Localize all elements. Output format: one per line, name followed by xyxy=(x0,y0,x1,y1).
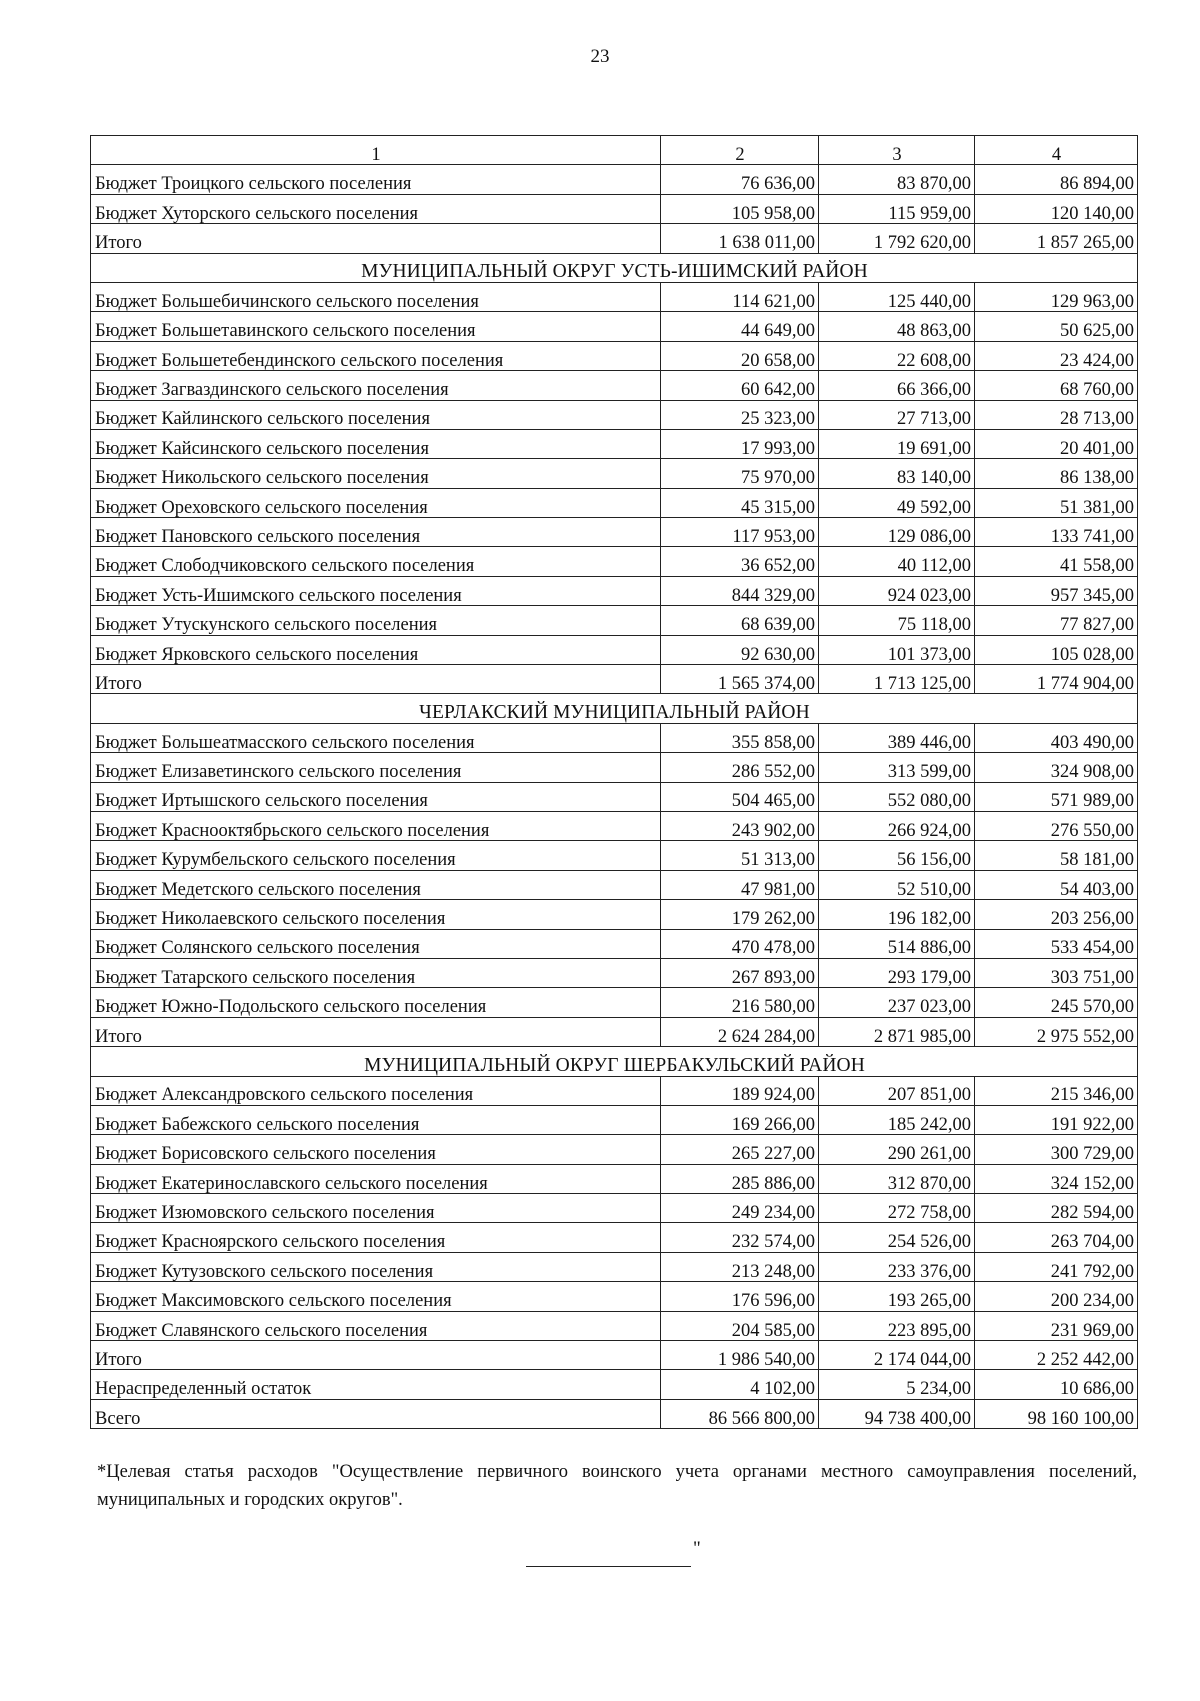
value-cell-col-2: 86 566 800,00 xyxy=(661,1399,819,1428)
value-cell-col-4: 86 894,00 xyxy=(975,165,1138,194)
value-cell-col-3: 552 080,00 xyxy=(819,782,975,811)
table-row xyxy=(91,1194,1138,1223)
value-cell-col-4: 68 760,00 xyxy=(975,371,1138,400)
value-cell-col-4: 23 424,00 xyxy=(975,341,1138,370)
table-row xyxy=(91,194,1138,223)
value-cell-col-4: 129 963,00 xyxy=(975,282,1138,311)
value-cell-col-4: 303 751,00 xyxy=(975,958,1138,987)
section-title: МУНИЦИПАЛЬНЫЙ ОКРУГ ШЕРБАКУЛЬСКИЙ РАЙОН xyxy=(91,1047,1138,1076)
table-row xyxy=(91,1282,1138,1311)
value-cell-col-2: 36 652,00 xyxy=(661,547,819,576)
value-cell-col-2: 470 478,00 xyxy=(661,929,819,958)
row-label-cell: Бюджет Южно-Подольского сельского поселения xyxy=(91,988,661,1017)
value-cell-col-4: 241 792,00 xyxy=(975,1252,1138,1281)
value-cell-col-3: 312 870,00 xyxy=(819,1164,975,1193)
subtotal-row xyxy=(91,224,1138,253)
value-cell-col-3: 94 738 400,00 xyxy=(819,1399,975,1428)
value-cell-col-2: 844 329,00 xyxy=(661,576,819,605)
value-cell-col-2: 17 993,00 xyxy=(661,429,819,458)
table-row xyxy=(91,988,1138,1017)
table-row xyxy=(91,518,1138,547)
value-cell-col-2: 25 323,00 xyxy=(661,400,819,429)
subtotal-row xyxy=(91,665,1138,694)
page-number: 23 xyxy=(590,46,610,67)
value-cell-col-2: 267 893,00 xyxy=(661,958,819,987)
table-row xyxy=(91,635,1138,664)
table-row xyxy=(91,312,1138,341)
row-label-cell: Бюджет Солянского сельского поселения xyxy=(91,929,661,958)
value-cell-col-3: 514 886,00 xyxy=(819,929,975,958)
section-header-row xyxy=(91,694,1138,723)
table-row xyxy=(91,576,1138,605)
value-cell-col-4: 28 713,00 xyxy=(975,400,1138,429)
value-cell-col-4: 133 741,00 xyxy=(975,518,1138,547)
row-label-cell: Бюджет Ярковского сельского поселения xyxy=(91,635,661,664)
value-cell-col-2: 92 630,00 xyxy=(661,635,819,664)
unallocated-remainder-row xyxy=(91,1370,1138,1399)
value-cell-col-3: 75 118,00 xyxy=(819,606,975,635)
value-cell-col-3: 125 440,00 xyxy=(819,282,975,311)
value-cell-col-2: 1 638 011,00 xyxy=(661,224,819,253)
column-header-4: 4 xyxy=(975,136,1138,165)
value-cell-col-2: 189 924,00 xyxy=(661,1076,819,1105)
value-cell-col-3: 48 863,00 xyxy=(819,312,975,341)
value-cell-col-3: 1 713 125,00 xyxy=(819,665,975,694)
value-cell-col-3: 233 376,00 xyxy=(819,1252,975,1281)
value-cell-col-3: 129 086,00 xyxy=(819,518,975,547)
value-cell-col-4: 77 827,00 xyxy=(975,606,1138,635)
table-row xyxy=(91,547,1138,576)
value-cell-col-4: 324 152,00 xyxy=(975,1164,1138,1193)
value-cell-col-2: 60 642,00 xyxy=(661,371,819,400)
value-cell-col-4: 58 181,00 xyxy=(975,841,1138,870)
value-cell-col-2: 44 649,00 xyxy=(661,312,819,341)
value-cell-col-2: 176 596,00 xyxy=(661,1282,819,1311)
row-label-cell: Итого xyxy=(91,1017,661,1046)
value-cell-col-4: 1 857 265,00 xyxy=(975,224,1138,253)
value-cell-col-4: 231 969,00 xyxy=(975,1311,1138,1340)
value-cell-col-4: 403 490,00 xyxy=(975,723,1138,752)
value-cell-col-3: 83 870,00 xyxy=(819,165,975,194)
row-label-cell: Бюджет Максимовского сельского поселения xyxy=(91,1282,661,1311)
value-cell-col-2: 45 315,00 xyxy=(661,488,819,517)
value-cell-col-4: 20 401,00 xyxy=(975,429,1138,458)
value-cell-col-4: 41 558,00 xyxy=(975,547,1138,576)
value-cell-col-2: 1 986 540,00 xyxy=(661,1341,819,1370)
value-cell-col-3: 237 023,00 xyxy=(819,988,975,1017)
table-row xyxy=(91,429,1138,458)
table-row xyxy=(91,459,1138,488)
table-row xyxy=(91,282,1138,311)
value-cell-col-2: 243 902,00 xyxy=(661,811,819,840)
column-header-2: 2 xyxy=(661,136,819,165)
value-cell-col-3: 290 261,00 xyxy=(819,1135,975,1164)
value-cell-col-2: 117 953,00 xyxy=(661,518,819,547)
value-cell-col-3: 19 691,00 xyxy=(819,429,975,458)
value-cell-col-2: 4 102,00 xyxy=(661,1370,819,1399)
value-cell-col-4: 215 346,00 xyxy=(975,1076,1138,1105)
table-row xyxy=(91,165,1138,194)
value-cell-col-3: 66 366,00 xyxy=(819,371,975,400)
value-cell-col-4: 2 975 552,00 xyxy=(975,1017,1138,1046)
table-row xyxy=(91,371,1138,400)
row-label-cell: Бюджет Кутузовского сельского поселения xyxy=(91,1252,661,1281)
row-label-cell: Всего xyxy=(91,1399,661,1428)
value-cell-col-4: 282 594,00 xyxy=(975,1194,1138,1223)
closing-mark xyxy=(526,1536,701,1572)
value-cell-col-2: 265 227,00 xyxy=(661,1135,819,1164)
table-row xyxy=(91,1076,1138,1105)
value-cell-col-4: 571 989,00 xyxy=(975,782,1138,811)
value-cell-col-4: 50 625,00 xyxy=(975,312,1138,341)
row-label-cell: Бюджет Утускунского сельского поселения xyxy=(91,606,661,635)
row-label-cell: Бюджет Пановского сельского поселения xyxy=(91,518,661,547)
row-label-cell: Бюджет Александровского сельского поселения xyxy=(91,1076,661,1105)
value-cell-col-3: 52 510,00 xyxy=(819,870,975,899)
table-row xyxy=(91,870,1138,899)
value-cell-col-2: 355 858,00 xyxy=(661,723,819,752)
grand-total-row xyxy=(91,1399,1138,1428)
section-title: ЧЕРЛАКСКИЙ МУНИЦИПАЛЬНЫЙ РАЙОН xyxy=(91,694,1138,723)
row-label-cell: Бюджет Красноярского сельского поселения xyxy=(91,1223,661,1252)
value-cell-col-2: 204 585,00 xyxy=(661,1311,819,1340)
row-label-cell: Бюджет Борисовского сельского поселения xyxy=(91,1135,661,1164)
value-cell-col-3: 193 265,00 xyxy=(819,1282,975,1311)
table-row xyxy=(91,1105,1138,1134)
table-row xyxy=(91,488,1138,517)
value-cell-col-4: 203 256,00 xyxy=(975,900,1138,929)
value-cell-col-4: 120 140,00 xyxy=(975,194,1138,223)
value-cell-col-3: 185 242,00 xyxy=(819,1105,975,1134)
row-label-cell: Бюджет Большетавинского сельского поселения xyxy=(91,312,661,341)
row-label-cell: Бюджет Кайлинского сельского поселения xyxy=(91,400,661,429)
value-cell-col-3: 207 851,00 xyxy=(819,1076,975,1105)
row-label-cell: Бюджет Большетебендинского сельского поселения xyxy=(91,341,661,370)
table-body xyxy=(91,136,1138,1429)
value-cell-col-3: 83 140,00 xyxy=(819,459,975,488)
table-row xyxy=(91,1135,1138,1164)
row-label-cell: Бюджет Иртышского сельского поселения xyxy=(91,782,661,811)
value-cell-col-2: 249 234,00 xyxy=(661,1194,819,1223)
value-cell-col-3: 254 526,00 xyxy=(819,1223,975,1252)
table-header-row xyxy=(91,136,1138,165)
table-row xyxy=(91,958,1138,987)
row-label-cell: Бюджет Усть-Ишимского сельского поселения xyxy=(91,576,661,605)
value-cell-col-3: 101 373,00 xyxy=(819,635,975,664)
value-cell-col-4: 276 550,00 xyxy=(975,811,1138,840)
value-cell-col-4: 105 028,00 xyxy=(975,635,1138,664)
value-cell-col-3: 2 871 985,00 xyxy=(819,1017,975,1046)
row-label-cell: Бюджет Изюмовского сельского поселения xyxy=(91,1194,661,1223)
value-cell-col-4: 957 345,00 xyxy=(975,576,1138,605)
value-cell-col-4: 191 922,00 xyxy=(975,1105,1138,1134)
value-cell-col-2: 76 636,00 xyxy=(661,165,819,194)
row-label-cell: Бюджет Большеатмасского сельского поселения xyxy=(91,723,661,752)
value-cell-col-3: 293 179,00 xyxy=(819,958,975,987)
value-cell-col-2: 179 262,00 xyxy=(661,900,819,929)
row-label-cell: Бюджет Троицкого сельского поселения xyxy=(91,165,661,194)
value-cell-col-3: 223 895,00 xyxy=(819,1311,975,1340)
subtotal-row xyxy=(91,1017,1138,1046)
value-cell-col-3: 22 608,00 xyxy=(819,341,975,370)
value-cell-col-2: 504 465,00 xyxy=(661,782,819,811)
row-label-cell: Итого xyxy=(91,665,661,694)
table-row xyxy=(91,929,1138,958)
value-cell-col-2: 1 565 374,00 xyxy=(661,665,819,694)
row-label-cell: Итого xyxy=(91,1341,661,1370)
value-cell-col-4: 263 704,00 xyxy=(975,1223,1138,1252)
value-cell-col-4: 98 160 100,00 xyxy=(975,1399,1138,1428)
table-row xyxy=(91,753,1138,782)
row-label-cell: Нераспределенный остаток xyxy=(91,1370,661,1399)
table-row xyxy=(91,1223,1138,1252)
row-label-cell: Бюджет Екатеринославского сельского поселения xyxy=(91,1164,661,1193)
closing-underline xyxy=(526,1566,691,1567)
row-label-cell: Бюджет Краснооктябрьского сельского поселения xyxy=(91,811,661,840)
value-cell-col-2: 2 624 284,00 xyxy=(661,1017,819,1046)
value-cell-col-2: 169 266,00 xyxy=(661,1105,819,1134)
value-cell-col-4: 533 454,00 xyxy=(975,929,1138,958)
value-cell-col-3: 196 182,00 xyxy=(819,900,975,929)
table-row xyxy=(91,841,1138,870)
row-label-cell: Бюджет Хуторского сельского поселения xyxy=(91,194,661,223)
value-cell-col-4: 86 138,00 xyxy=(975,459,1138,488)
table-row xyxy=(91,900,1138,929)
value-cell-col-3: 924 023,00 xyxy=(819,576,975,605)
row-label-cell: Бюджет Славянского сельского поселения xyxy=(91,1311,661,1340)
row-label-cell: Бюджет Ореховского сельского поселения xyxy=(91,488,661,517)
table-row xyxy=(91,1252,1138,1281)
value-cell-col-4: 10 686,00 xyxy=(975,1370,1138,1399)
value-cell-col-3: 2 174 044,00 xyxy=(819,1341,975,1370)
row-label-cell: Итого xyxy=(91,224,661,253)
value-cell-col-2: 232 574,00 xyxy=(661,1223,819,1252)
value-cell-col-2: 20 658,00 xyxy=(661,341,819,370)
value-cell-col-3: 389 446,00 xyxy=(819,723,975,752)
value-cell-col-4: 2 252 442,00 xyxy=(975,1341,1138,1370)
section-header-row xyxy=(91,1047,1138,1076)
value-cell-col-2: 47 981,00 xyxy=(661,870,819,899)
value-cell-col-2: 285 886,00 xyxy=(661,1164,819,1193)
table-row xyxy=(91,811,1138,840)
value-cell-col-3: 272 758,00 xyxy=(819,1194,975,1223)
value-cell-col-2: 68 639,00 xyxy=(661,606,819,635)
value-cell-col-4: 245 570,00 xyxy=(975,988,1138,1017)
table-row xyxy=(91,400,1138,429)
section-header-row xyxy=(91,253,1138,282)
value-cell-col-3: 27 713,00 xyxy=(819,400,975,429)
value-cell-col-2: 216 580,00 xyxy=(661,988,819,1017)
subtotal-row xyxy=(91,1341,1138,1370)
value-cell-col-2: 114 621,00 xyxy=(661,282,819,311)
closing-quote: " xyxy=(693,1538,701,1559)
value-cell-col-2: 75 970,00 xyxy=(661,459,819,488)
value-cell-col-2: 105 958,00 xyxy=(661,194,819,223)
value-cell-col-3: 56 156,00 xyxy=(819,841,975,870)
value-cell-col-4: 51 381,00 xyxy=(975,488,1138,517)
table-row xyxy=(91,1164,1138,1193)
budget-distribution-table xyxy=(90,135,1138,1429)
row-label-cell: Бюджет Елизаветинского сельского поселения xyxy=(91,753,661,782)
table-row xyxy=(91,782,1138,811)
table-row xyxy=(91,606,1138,635)
value-cell-col-4: 54 403,00 xyxy=(975,870,1138,899)
value-cell-col-3: 266 924,00 xyxy=(819,811,975,840)
row-label-cell: Бюджет Бабежского сельского поселения xyxy=(91,1105,661,1134)
value-cell-col-3: 49 592,00 xyxy=(819,488,975,517)
section-title: МУНИЦИПАЛЬНЫЙ ОКРУГ УСТЬ-ИШИМСКИЙ РАЙОН xyxy=(91,253,1138,282)
value-cell-col-3: 40 112,00 xyxy=(819,547,975,576)
value-cell-col-3: 1 792 620,00 xyxy=(819,224,975,253)
column-header-1: 1 xyxy=(91,136,661,165)
value-cell-col-2: 51 313,00 xyxy=(661,841,819,870)
row-label-cell: Бюджет Большебичинского сельского поселения xyxy=(91,282,661,311)
column-header-3: 3 xyxy=(819,136,975,165)
row-label-cell: Бюджет Загваздинского сельского поселения xyxy=(91,371,661,400)
value-cell-col-3: 313 599,00 xyxy=(819,753,975,782)
table-row xyxy=(91,1311,1138,1340)
table-row xyxy=(91,723,1138,752)
row-label-cell: Бюджет Татарского сельского поселения xyxy=(91,958,661,987)
footnote: *Целевая статья расходов "Осуществление первичного воинского учета органами местного самоуправления поселений, муниципальных и городских округов". xyxy=(97,1462,1137,1510)
value-cell-col-4: 1 774 904,00 xyxy=(975,665,1138,694)
row-label-cell: Бюджет Кайсинского сельского поселения xyxy=(91,429,661,458)
value-cell-col-2: 213 248,00 xyxy=(661,1252,819,1281)
value-cell-col-3: 115 959,00 xyxy=(819,194,975,223)
row-label-cell: Бюджет Медетского сельского поселения xyxy=(91,870,661,899)
value-cell-col-4: 324 908,00 xyxy=(975,753,1138,782)
value-cell-col-2: 286 552,00 xyxy=(661,753,819,782)
value-cell-col-4: 300 729,00 xyxy=(975,1135,1138,1164)
value-cell-col-3: 5 234,00 xyxy=(819,1370,975,1399)
row-label-cell: Бюджет Никольского сельского поселения xyxy=(91,459,661,488)
row-label-cell: Бюджет Курумбельского сельского поселения xyxy=(91,841,661,870)
row-label-cell: Бюджет Слободчиковского сельского поселения xyxy=(91,547,661,576)
value-cell-col-4: 200 234,00 xyxy=(975,1282,1138,1311)
table-row xyxy=(91,341,1138,370)
row-label-cell: Бюджет Николаевского сельского поселения xyxy=(91,900,661,929)
